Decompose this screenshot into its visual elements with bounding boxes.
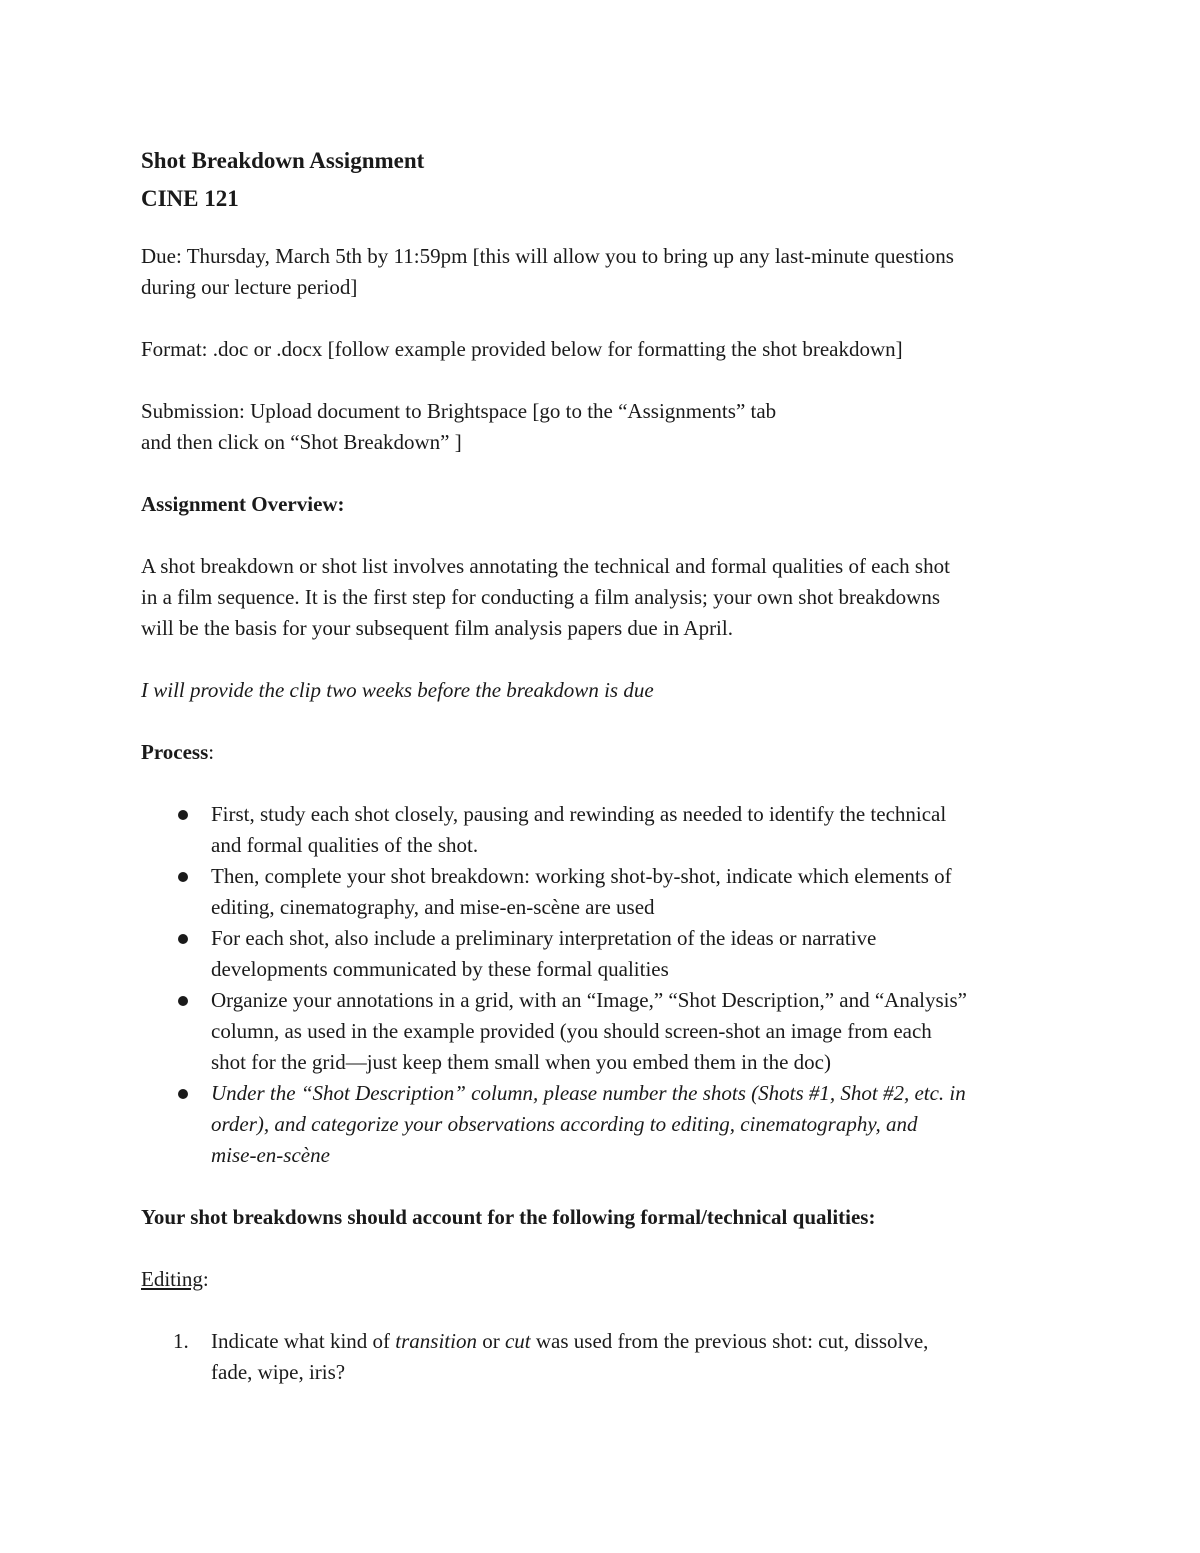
due-line-1: Due: Thursday, March 5th by 11:59pm [this will allow you to bring up any last-minute questions xyxy=(141,244,954,268)
bullet-icon xyxy=(178,810,188,820)
list-number: 1. xyxy=(173,1329,189,1353)
process-item-line: Organize your annotations in a grid, with an “Image,” “Shot Description,” and “Analysis” xyxy=(211,988,967,1012)
process-item-line: For each shot, also include a preliminary interpretation of the ideas or narrative xyxy=(211,926,877,950)
editing-heading-text: Editing xyxy=(141,1267,203,1291)
process-item-line: editing, cinematography, and mise-en-scène are used xyxy=(211,895,655,919)
overview-line-3: will be the basis for your subsequent film analysis papers due in April. xyxy=(141,616,733,640)
editing-text: or xyxy=(476,1329,505,1353)
qualities-heading: Your shot breakdowns should account for the following formal/technical qualities: xyxy=(141,1205,876,1229)
format-paragraph: Format: .doc or .docx [follow example provided below for formatting the shot breakdown] xyxy=(141,337,903,361)
submission-line-2: and then click on “Shot Breakdown” ] xyxy=(141,430,462,454)
process-item-line: First, study each shot closely, pausing and rewinding as needed to identify the technical xyxy=(211,802,947,826)
process-item xyxy=(141,861,1071,923)
course-code: CINE 121 xyxy=(141,186,239,211)
process-item xyxy=(141,1078,1071,1171)
overview-line-1: A shot breakdown or shot list involves annotating the technical and formal qualities of each shot xyxy=(141,554,950,578)
editing-heading-colon: : xyxy=(202,1267,209,1291)
process-item xyxy=(141,923,1071,985)
bullet-icon xyxy=(178,1089,188,1099)
due-line-2: during our lecture period] xyxy=(141,275,358,299)
bullet-icon xyxy=(178,996,188,1006)
emphasis-cut: cut xyxy=(504,1329,531,1353)
bullet-icon xyxy=(178,872,188,882)
overview-paragraph xyxy=(141,551,1071,644)
process-item-line: and formal qualities of the shot. xyxy=(211,833,479,857)
bullet-icon xyxy=(178,934,188,944)
submission-paragraph xyxy=(141,396,1071,458)
document-title: Shot Breakdown Assignment xyxy=(141,148,425,173)
process-item xyxy=(141,799,1071,861)
document-page xyxy=(141,142,1071,1388)
editing-heading xyxy=(141,1264,1071,1295)
overview-heading: Assignment Overview: xyxy=(141,492,345,516)
editing-text: Indicate what kind of xyxy=(211,1329,396,1353)
process-heading-text: Process xyxy=(141,740,209,764)
process-heading-colon: : xyxy=(208,740,215,764)
process-list xyxy=(141,799,1071,1171)
clip-note: I will provide the clip two weeks before the breakdown is due xyxy=(141,678,654,702)
emphasis-transition: transition xyxy=(395,1329,477,1353)
editing-text: fade, wipe, iris? xyxy=(211,1360,346,1384)
process-item-line: Then, complete your shot breakdown: working shot-by-shot, indicate which elements of xyxy=(211,864,952,888)
due-date-paragraph xyxy=(141,241,1071,303)
process-item-line: mise-en-scène xyxy=(211,1143,330,1167)
process-item-line: order), and categorize your observations according to editing, cinematography, and xyxy=(211,1112,918,1136)
process-item xyxy=(141,985,1071,1078)
process-item-line: Under the “Shot Description” column, please number the shots (Shots #1, Shot #2, etc. in xyxy=(211,1081,966,1105)
process-heading xyxy=(141,737,1071,768)
editing-item xyxy=(141,1326,1071,1388)
submission-line-1: Submission: Upload document to Brightspace [go to the “Assignments” tab xyxy=(141,399,777,423)
process-item-line: developments communicated by these formal qualities xyxy=(211,957,669,981)
editing-text: was used from the previous shot: cut, dissolve, xyxy=(530,1329,929,1353)
process-item-line: column, as used in the example provided (you should screen-shot an image from each xyxy=(211,1019,932,1043)
process-item-line: shot for the grid—just keep them small when you embed them in the doc) xyxy=(211,1050,831,1074)
editing-list xyxy=(141,1326,1071,1388)
overview-line-2: in a film sequence. It is the first step for conducting a film analysis; your own shot breakdowns xyxy=(141,585,940,609)
